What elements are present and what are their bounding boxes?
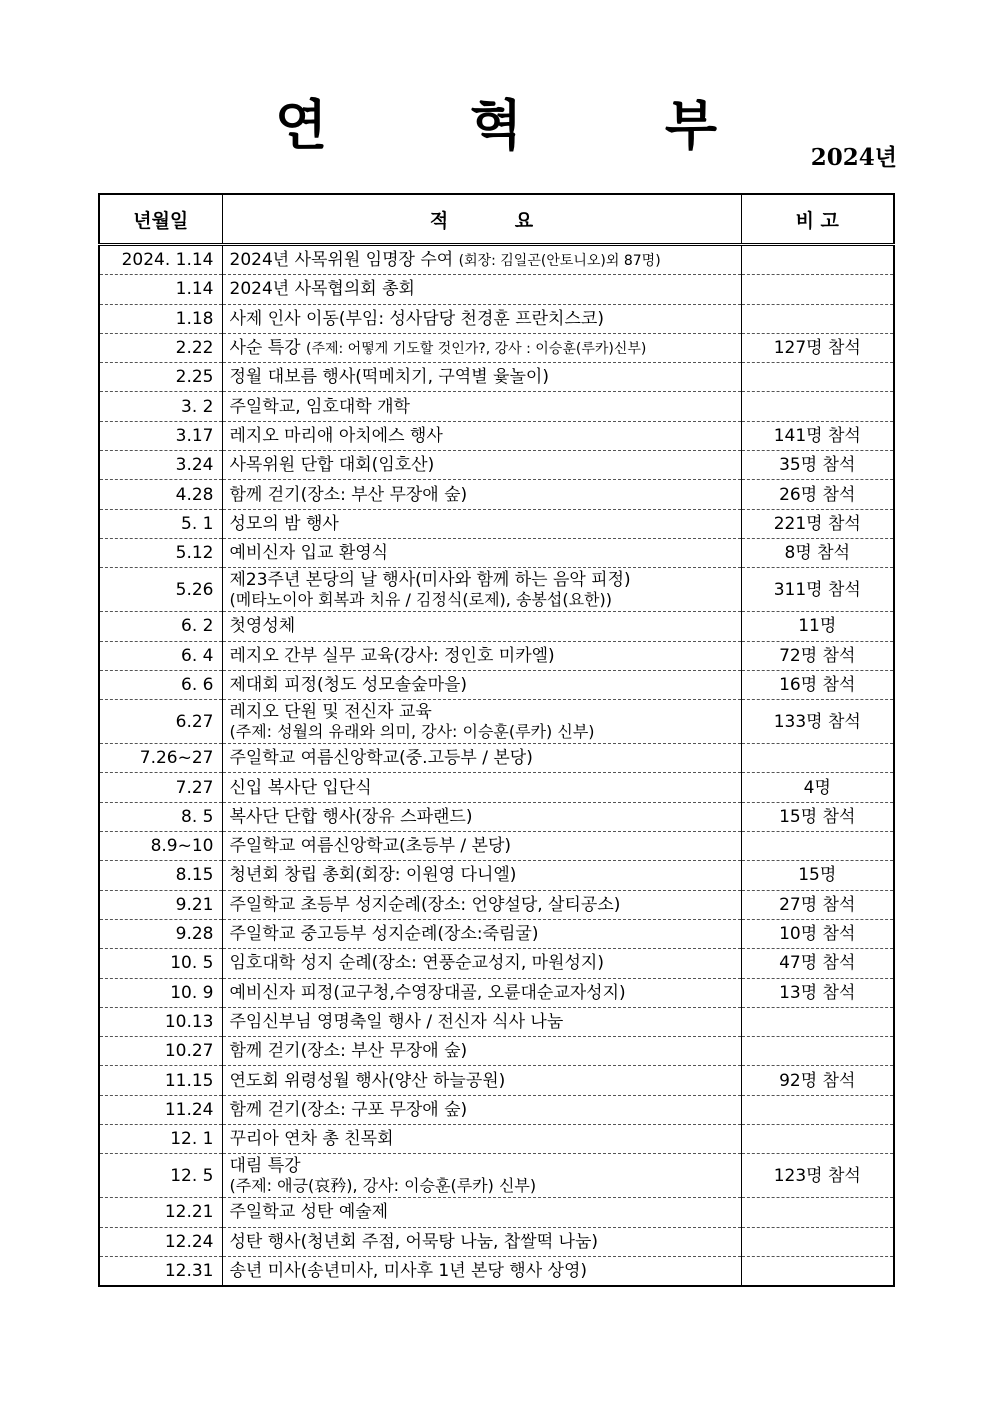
table-row: [99, 1095, 894, 1124]
row-description-line2: (주제: 애긍(哀矜), 강사: 이승훈(루카) 신부): [229, 1176, 537, 1196]
row-date: 10. 9: [99, 978, 222, 1007]
row-date: 10. 5: [99, 949, 222, 978]
row-note: 47명 참석: [741, 949, 894, 978]
row-description-text: 첫영성체: [229, 616, 296, 637]
row-note: 16명 참석: [741, 670, 894, 699]
row-description: [222, 363, 741, 392]
row-description: [222, 612, 741, 641]
row-description: [222, 421, 741, 450]
row-description: [222, 1066, 741, 1095]
row-date: 12.31: [99, 1256, 222, 1286]
row-note: [741, 363, 894, 392]
row-note: [741, 275, 894, 304]
row-description: [222, 978, 741, 1007]
row-note: 92명 참석: [741, 1066, 894, 1095]
row-note: 72명 참석: [741, 641, 894, 670]
row-description-text: 사목위원 단합 대회(임호산): [229, 455, 435, 476]
table-row: [99, 480, 894, 509]
row-note: 8명 참석: [741, 538, 894, 567]
row-note: [741, 744, 894, 773]
row-note: 11명: [741, 612, 894, 641]
table-row: [99, 421, 894, 450]
row-description-text: 정월 대보름 행사(떡메치기, 구역별 윷놀이): [229, 367, 549, 388]
table-row: [99, 538, 894, 567]
row-description: [222, 333, 741, 362]
row-description-text: 레지오 간부 실무 교육(강사: 정인호 미카엘): [229, 645, 555, 666]
row-date: 7.26~27: [99, 744, 222, 773]
page-title: 연 혁 부: [274, 93, 780, 157]
table-row: [99, 1125, 894, 1154]
row-description: [222, 480, 741, 509]
row-description: [222, 670, 741, 699]
table-row: [99, 275, 894, 304]
row-description-text: 연도회 위령성월 행사(양산 하늘공원): [229, 1070, 506, 1091]
row-note: [741, 1227, 894, 1256]
row-description-line1: 대림 특강: [229, 1156, 301, 1177]
table-row: [99, 1066, 894, 1095]
row-date: 10.13: [99, 1007, 222, 1036]
year-label: 2024년: [810, 144, 897, 171]
row-date: 11.24: [99, 1095, 222, 1124]
row-description-text: 함께 걷기(장소: 부산 무장애 숲): [229, 484, 468, 505]
row-date: 6. 6: [99, 670, 222, 699]
table-row: [99, 949, 894, 978]
table-row: [99, 392, 894, 421]
row-description: [222, 1125, 741, 1154]
table-row: [99, 245, 894, 275]
row-note: 133명 참석: [741, 700, 894, 744]
row-description-text: 함께 걷기(장소: 구포 무장애 숲): [229, 1099, 468, 1120]
row-date: 8. 5: [99, 802, 222, 831]
table-row: [99, 700, 894, 744]
row-date: 1.18: [99, 304, 222, 333]
row-note: [741, 1095, 894, 1124]
row-description: [222, 275, 741, 304]
row-date: 3.24: [99, 451, 222, 480]
table-body: [99, 245, 894, 1287]
row-date: 7.27: [99, 773, 222, 802]
row-description-text: 주임신부님 영명축일 행사 / 전신자 식사 나눔: [229, 1011, 564, 1032]
table-row: [99, 1227, 894, 1256]
row-note: 311명 참석: [741, 568, 894, 612]
row-note: [741, 1198, 894, 1227]
row-date: 12.24: [99, 1227, 222, 1256]
row-date: 3.17: [99, 421, 222, 450]
row-description-sub: (회장: 김일곤(안토니오)외 87명): [458, 252, 661, 269]
row-date: 9.28: [99, 919, 222, 948]
row-description-line1: 레지오 단원 및 전신자 교육: [229, 702, 432, 723]
row-description: [222, 538, 741, 567]
row-description: [222, 832, 741, 861]
row-date: 12. 5: [99, 1154, 222, 1198]
row-note: [741, 304, 894, 333]
row-description-text: 2024년 사목협의회 총회: [229, 279, 415, 300]
row-description-line2: (주제: 성월의 유래와 의미, 강사: 이승훈(루카) 신부): [229, 722, 595, 742]
row-note: [741, 1007, 894, 1036]
table-row: [99, 861, 894, 890]
row-date: 2.22: [99, 333, 222, 362]
row-description: [222, 245, 741, 275]
row-description-text: 주일학교 여름신앙학교(초등부 / 본당): [229, 836, 512, 857]
header-desc: 적 요: [222, 194, 741, 245]
row-description: [222, 1256, 741, 1286]
row-date: 6. 2: [99, 612, 222, 641]
row-description-line1: 제23주년 본당의 날 행사(미사와 함께 하는 음악 피정): [229, 570, 631, 591]
row-note: [741, 245, 894, 275]
row-description: [222, 1095, 741, 1124]
table-row: [99, 1154, 894, 1198]
table-row: [99, 509, 894, 538]
row-description-text: 함께 걷기(장소: 부산 무장애 숲): [229, 1041, 468, 1062]
row-note: 141명 참석: [741, 421, 894, 450]
table-row: [99, 744, 894, 773]
row-date: 8.9~10: [99, 832, 222, 861]
row-description: [222, 1198, 741, 1227]
row-note: 10명 참석: [741, 919, 894, 948]
row-description-text: 레지오 마리애 아치에스 행사: [229, 425, 443, 446]
row-date: 3. 2: [99, 392, 222, 421]
row-description: [222, 890, 741, 919]
row-description-line2: (메타노이아 회복과 치유 / 김정식(로제), 송봉섭(요한)): [229, 590, 612, 610]
row-description: [222, 949, 741, 978]
row-description-text: 예비신자 입교 환영식: [229, 543, 389, 564]
table-row: [99, 1198, 894, 1227]
row-note: [741, 1125, 894, 1154]
row-description-text: 제대회 피정(청도 성모솔숲마을): [229, 675, 468, 695]
row-date: 2.25: [99, 363, 222, 392]
table-row: [99, 333, 894, 362]
row-date: 11.15: [99, 1066, 222, 1095]
row-description-text: 주일학교 성탄 예술제: [229, 1202, 389, 1223]
row-description-text: 2024년 사목위원 임명장 수여: [229, 249, 454, 270]
table-row: [99, 1256, 894, 1286]
table-row: [99, 1037, 894, 1066]
row-note: 26명 참석: [741, 480, 894, 509]
row-note: [741, 1256, 894, 1286]
row-description-text: 예비신자 피정(교구청,수영장대골, 오륜대순교자성지): [229, 982, 626, 1003]
row-description-text: 신입 복사단 입단식: [229, 777, 372, 798]
row-description-text: 주일학교 초등부 성지순례(장소: 언양설당, 살티공소): [229, 894, 621, 915]
row-description: [222, 392, 741, 421]
row-note: 15명 참석: [741, 802, 894, 831]
table-row: [99, 890, 894, 919]
row-note: 27명 참석: [741, 890, 894, 919]
row-note: 127명 참석: [741, 333, 894, 362]
row-note: 15명: [741, 861, 894, 890]
row-note: 221명 참석: [741, 509, 894, 538]
row-description: [222, 1037, 741, 1066]
row-description-text: 성모의 밤 행사: [229, 513, 339, 534]
table-header-row: [99, 194, 894, 245]
row-description: [222, 509, 741, 538]
row-date: 1.14: [99, 275, 222, 304]
row-date: 5.26: [99, 568, 222, 612]
row-date: 12.21: [99, 1198, 222, 1227]
table-row: [99, 1007, 894, 1036]
row-description-text: 사제 인사 이동(부임: 성사담당 천경훈 프란치스코): [229, 308, 604, 329]
row-description: [222, 773, 741, 802]
table-row: [99, 978, 894, 1007]
row-date: 6. 4: [99, 641, 222, 670]
row-note: [741, 1037, 894, 1066]
row-date: 2024. 1.14: [99, 245, 222, 275]
row-description: [222, 744, 741, 773]
row-description: [222, 700, 741, 744]
table-row: [99, 568, 894, 612]
row-description-sub: (주제: 어떻게 기도할 것인가?, 강사 : 이승훈(루카)신부): [306, 340, 647, 357]
row-description: [222, 861, 741, 890]
row-date: 6.27: [99, 700, 222, 744]
table-row: [99, 670, 894, 699]
table-row: [99, 802, 894, 831]
row-date: 4.28: [99, 480, 222, 509]
row-description-text: 사순 특강: [229, 337, 301, 358]
row-description: [222, 451, 741, 480]
row-description-text: 복사단 단합 행사(장유 스파랜드): [229, 806, 473, 827]
row-date: 5. 1: [99, 509, 222, 538]
header-note: 비 고: [741, 194, 894, 245]
table-row: [99, 451, 894, 480]
row-description-text: 임호대학 성지 순례(장소: 연풍순교성지, 마원성지): [229, 953, 604, 974]
row-description: [222, 641, 741, 670]
row-description-text: 송년 미사(송년미사, 미사후 1년 본당 행사 상영): [229, 1261, 588, 1282]
table-row: [99, 832, 894, 861]
row-note: 13명 참석: [741, 978, 894, 1007]
table-row: [99, 919, 894, 948]
table-row: [99, 612, 894, 641]
row-date: 5.12: [99, 538, 222, 567]
row-note: 123명 참석: [741, 1154, 894, 1198]
row-note: 35명 참석: [741, 451, 894, 480]
row-description-text: 꾸리아 연차 총 친목회: [229, 1129, 394, 1150]
row-description: [222, 304, 741, 333]
table-row: [99, 641, 894, 670]
history-table: [98, 193, 895, 1287]
row-date: 12. 1: [99, 1125, 222, 1154]
table-row: [99, 304, 894, 333]
row-date: 10.27: [99, 1037, 222, 1066]
row-description: [222, 1227, 741, 1256]
row-description-text: 성탄 행사(청년회 주점, 어묵탕 나눔, 찹쌀떡 나눔): [229, 1231, 599, 1252]
row-description: [222, 1007, 741, 1036]
row-description-text: 주일학교 여름신앙학교(중.고등부 / 본당): [229, 748, 533, 769]
row-description: [222, 802, 741, 831]
row-date: 8.15: [99, 861, 222, 890]
row-description-text: 주일학교, 임호대학 개학: [229, 396, 410, 417]
row-note: [741, 392, 894, 421]
row-description-text: 주일학교 중고등부 성지순례(장소:죽림굴): [229, 924, 539, 945]
row-note: 4명: [741, 773, 894, 802]
table-row: [99, 773, 894, 802]
row-description: [222, 568, 741, 612]
row-description: [222, 1154, 741, 1198]
header-date: 년월일: [99, 194, 222, 245]
row-description-text: 청년회 창립 총회(회장: 이원영 다니엘): [229, 865, 517, 886]
row-date: 9.21: [99, 890, 222, 919]
row-description: [222, 919, 741, 948]
row-note: [741, 832, 894, 861]
table-row: [99, 363, 894, 392]
